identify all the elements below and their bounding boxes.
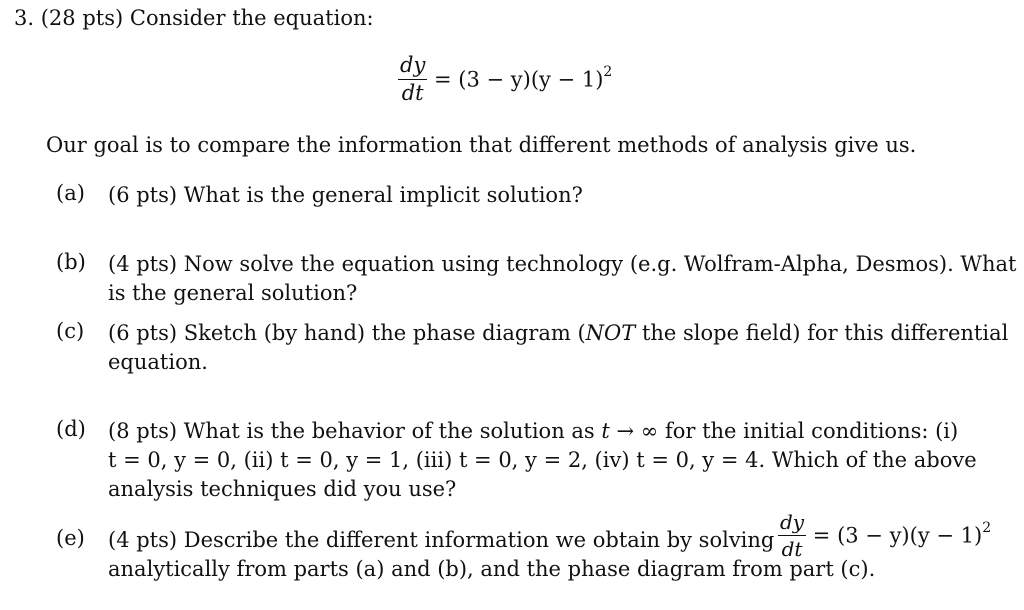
part-a-label: (a) <box>56 181 85 205</box>
part-b-body <box>108 250 1017 308</box>
part-c-emphasis: NOT <box>585 321 636 345</box>
part-d-limit: t → ∞ <box>601 419 659 443</box>
part-e-exponent: 2 <box>982 520 992 536</box>
part-d-line-1-post: for the initial conditions: (i) <box>658 419 959 443</box>
part-a-body <box>108 181 583 210</box>
part-d-label: (d) <box>56 417 86 441</box>
part-e-rhs: = (3 − y)(y − 1) <box>812 523 983 548</box>
part-d-line-1-pre: (8 pts) What is the behavior of the solution as <box>108 419 602 443</box>
part-e-line-1-pre: (4 pts) Describe the different information we obtain by solving <box>108 528 775 552</box>
part-d-line-1 <box>108 417 977 446</box>
problem-points: (28 pts) <box>40 6 124 30</box>
fraction-denominator: dt <box>401 81 424 105</box>
equation-rhs: = (3 − y)(y − 1) <box>434 67 604 92</box>
part-e-label: (e) <box>56 526 85 550</box>
problem-header <box>14 6 374 30</box>
part-c-line-1-pre: (6 pts) Sketch (by hand) the phase diagram ( <box>108 321 586 345</box>
part-e-body <box>108 526 875 584</box>
fraction-numerator: dy <box>398 55 427 80</box>
part-e-fraction-numerator: dy <box>780 510 805 534</box>
problem-number: 3. <box>14 6 35 30</box>
part-d-line-2: t = 0, y = 0, (ii) t = 0, y = 1, (iii) t = 0, y = 2, (iv) t = 0, y = 4. Which of the above <box>108 448 977 472</box>
part-c-line-1 <box>108 319 1008 348</box>
part-b-label: (b) <box>56 250 86 274</box>
part-e-line-2: analytically from parts (a) and (b), and the phase diagram from part (c). <box>108 557 876 581</box>
display-equation <box>398 55 612 104</box>
equation-exponent: 2 <box>603 64 613 80</box>
part-d-line-3: analysis techniques did you use? <box>108 477 457 501</box>
part-c-body <box>108 319 1008 377</box>
derivative-fraction <box>398 55 427 104</box>
part-e-fraction-denominator: dt <box>781 537 803 561</box>
part-e-fraction <box>778 512 806 559</box>
part-e-line-1 <box>108 526 875 555</box>
part-c-line-2: equation. <box>108 350 208 374</box>
part-b-line-2: is the general solution? <box>108 281 358 305</box>
part-a-line-1: (6 pts) What is the general implicit solution? <box>108 183 583 207</box>
part-e-equation <box>778 512 991 559</box>
goal-text: Our goal is to compare the information that different methods of analysis give us. <box>46 133 917 157</box>
part-d-body <box>108 417 977 504</box>
problem-intro: Consider the equation: <box>129 6 374 30</box>
part-c-line-1-post: the slope field) for this differential <box>635 321 1009 345</box>
part-c-label: (c) <box>56 319 85 343</box>
part-b-line-1: (4 pts) Now solve the equation using technology (e.g. Wolfram-Alpha, Desmos). What <box>108 252 1017 276</box>
